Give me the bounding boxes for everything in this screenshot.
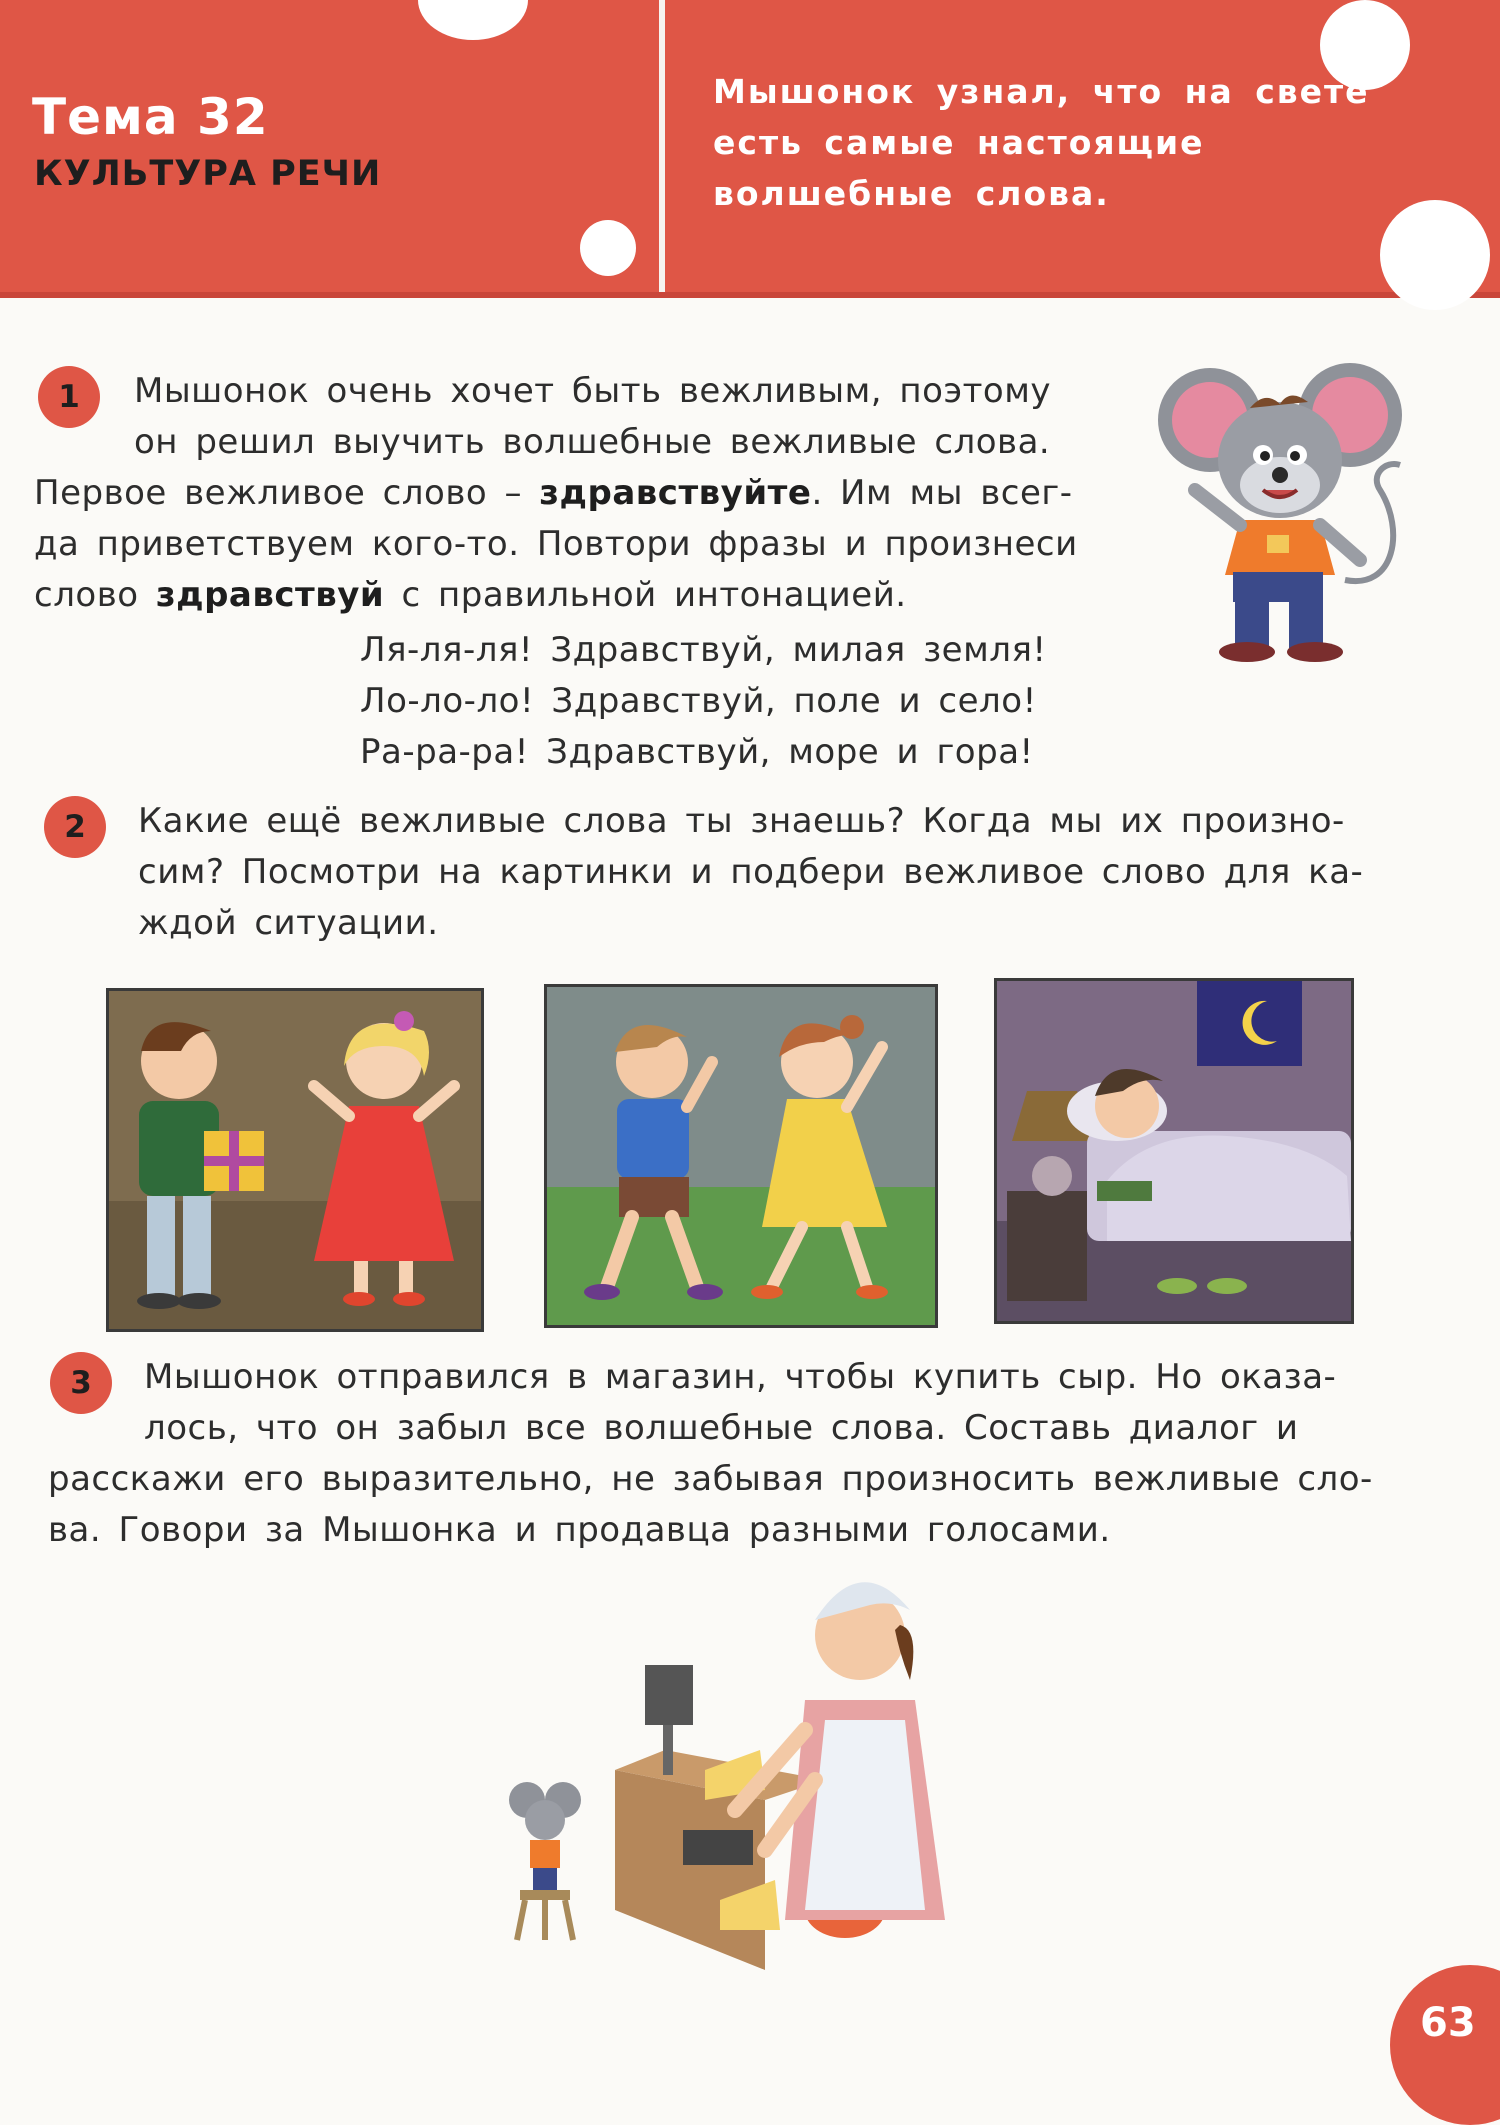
gift-scene-icon	[109, 991, 481, 1329]
gift-scene-picture	[106, 988, 484, 1332]
task-3-line: лось, что он забыл все волшебные слова. Составь диалог и	[144, 1408, 1299, 1448]
task-2-line: ждой ситуации.	[138, 903, 439, 943]
bedtime-scene-icon	[997, 981, 1351, 1321]
header-intro	[713, 66, 1370, 219]
decor-circle	[1380, 200, 1490, 310]
header-divider	[659, 0, 665, 292]
task-1-line: он решил выучить волшебные вежливые слова.	[134, 422, 1051, 462]
topic-number: Тема 32	[32, 88, 269, 146]
keyword-zdravstvuyte: здравствуйте	[539, 473, 812, 513]
intro-line: волшебные слова.	[713, 174, 1110, 213]
poem-line: Ра-ра-ра! Здравствуй, море и гора!	[360, 732, 1034, 772]
decor-circle	[418, 0, 528, 40]
bedtime-scene-picture	[994, 978, 1354, 1324]
greeting-scene-icon	[547, 987, 935, 1325]
task-3-line: Мышонок отправился в магазин, чтобы купить сыр. Но оказа-	[144, 1357, 1337, 1397]
topic-header	[0, 0, 1500, 298]
topic-title: КУЛЬТУРА РЕЧИ	[34, 154, 382, 194]
keyword-zdravstvuy: здравствуй	[155, 575, 385, 615]
task-3-badge: 3	[50, 1352, 112, 1414]
task-1-line: Мышонок очень хочет быть вежливым, поэтому	[134, 371, 1051, 411]
task-1-line: да приветствуем кого-то. Повтори фразы и произнеси	[34, 524, 1078, 564]
greeting-scene-picture	[544, 984, 938, 1328]
task-2-badge: 2	[44, 796, 106, 858]
poem-line: Ля-ля-ля! Здравствуй, милая земля!	[360, 630, 1047, 670]
task-1-badge: 1	[38, 366, 100, 428]
intro-line: есть самые настоящие	[713, 123, 1205, 162]
task-1-line: Первое вежливое слово – здравствуйте. Им мы всег-	[34, 473, 1073, 513]
decor-circle	[580, 220, 636, 276]
intro-line: Мышонок узнал, что на свете	[713, 72, 1370, 111]
task-3-text	[48, 1352, 1410, 1556]
task-3-line: ва. Говори за Мышонка и продавца разными голосами.	[48, 1510, 1111, 1550]
task-2-text	[46, 796, 1406, 949]
task-1-text	[34, 366, 1134, 621]
page-number: 63	[1420, 2000, 1476, 2046]
task-3-line: расскажи его выразительно, не забывая произносить вежливые сло-	[48, 1459, 1373, 1499]
task-1-line: слово здравствуй с правильной интонацией.	[34, 575, 907, 615]
cheese-shop-scene-icon	[505, 1580, 975, 1980]
poem-line: Ло-ло-ло! Здравствуй, поле и село!	[360, 681, 1037, 721]
task-2-line: Какие ещё вежливые слова ты знаешь? Когда мы их произно-	[138, 801, 1345, 841]
task-2-line: сим? Посмотри на картинки и подбери вежливое слово для ка-	[138, 852, 1364, 892]
mouse-mascot-icon	[1155, 360, 1415, 670]
